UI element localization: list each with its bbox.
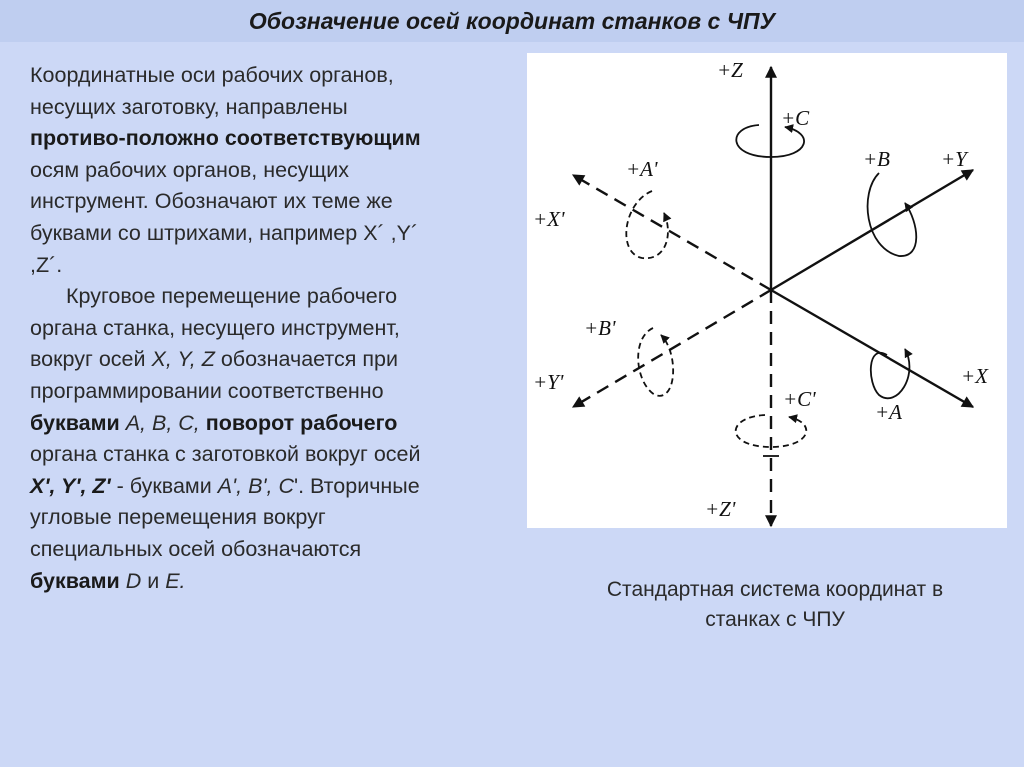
rotation-a-prime <box>626 191 668 258</box>
rotation-b <box>868 173 917 256</box>
label-plus-c: +C <box>781 106 810 130</box>
text-line <box>30 344 530 376</box>
page-title: Обозначение осей координат станков с ЧПУ <box>248 8 776 34</box>
bold-text: поворот рабочего <box>199 410 398 435</box>
text-line: несущих заготовку, направлены <box>30 94 348 119</box>
text-fragment: и <box>141 568 166 593</box>
text-line: специальных осей обозначаются <box>30 536 362 561</box>
text-fragment: вокруг осей <box>30 347 152 372</box>
rotation-letters: A, B, C, <box>125 410 200 435</box>
label-plus-a-prime: +A' <box>626 157 658 181</box>
text-line: угловые перемещения вокруг <box>30 505 326 530</box>
coordinate-axes-svg <box>527 53 1007 528</box>
label-plus-c-prime: +C' <box>783 387 816 411</box>
text-line: органа станка, несущего инструмент, <box>30 315 400 340</box>
text-line <box>30 471 530 503</box>
text-line <box>30 566 530 598</box>
text-line: Координатные оси рабочих органов, <box>30 63 394 87</box>
text-line: органа станка с заготовкой вокруг осей <box>30 442 421 467</box>
rotation-letters: A', B', C <box>217 473 294 498</box>
rotation-a <box>871 349 910 398</box>
label-plus-b: +B <box>863 147 890 171</box>
text-line: ,Z´. <box>30 252 63 277</box>
caption-line: Стандартная система координат в <box>606 578 944 601</box>
label-plus-x: +X <box>961 364 988 388</box>
letter-e: E. <box>165 568 186 593</box>
axis-names: X, Y, Z <box>151 347 215 372</box>
label-plus-b-prime: +B' <box>584 316 616 340</box>
description-text <box>30 60 530 597</box>
axis-x-prime <box>573 175 771 290</box>
text-line: инструмент. Обозначают их теме же <box>30 189 393 214</box>
bold-text: буквами <box>30 568 126 593</box>
axis-y-prime <box>573 290 771 407</box>
text-line: Круговое перемещение рабочего <box>66 284 398 309</box>
axis-names: X', Y', Z' <box>30 473 111 498</box>
text-fragment: обозначается при <box>214 347 399 372</box>
text-fragment: - буквами <box>110 473 218 498</box>
label-plus-y: +Y <box>941 147 967 171</box>
text-line: программировании соответственно <box>30 378 384 403</box>
text-fragment: '. Вторичные <box>294 473 420 498</box>
caption-line: станках с ЧПУ <box>705 608 845 631</box>
label-plus-z-prime: +Z' <box>705 497 736 521</box>
rotation-b-prime <box>638 328 673 396</box>
bold-text: противо-положно соответствующим <box>30 126 421 151</box>
text-line <box>30 408 530 440</box>
coordinate-diagram <box>527 53 1007 528</box>
figure-caption <box>540 575 1010 635</box>
text-line: буквами со штрихами, например Х´ ,Y´ <box>30 220 419 245</box>
label-plus-y-prime: +Y' <box>533 370 564 394</box>
axis-labels <box>533 58 989 521</box>
letter-d: D <box>125 568 142 593</box>
label-plus-z: +Z <box>717 58 743 82</box>
bold-text: буквами <box>30 410 126 435</box>
text-line <box>30 123 530 155</box>
label-plus-a: +A <box>875 400 902 424</box>
text-line: осям рабочих органов, несущих <box>30 157 349 182</box>
label-plus-x-prime: +X' <box>533 207 565 231</box>
